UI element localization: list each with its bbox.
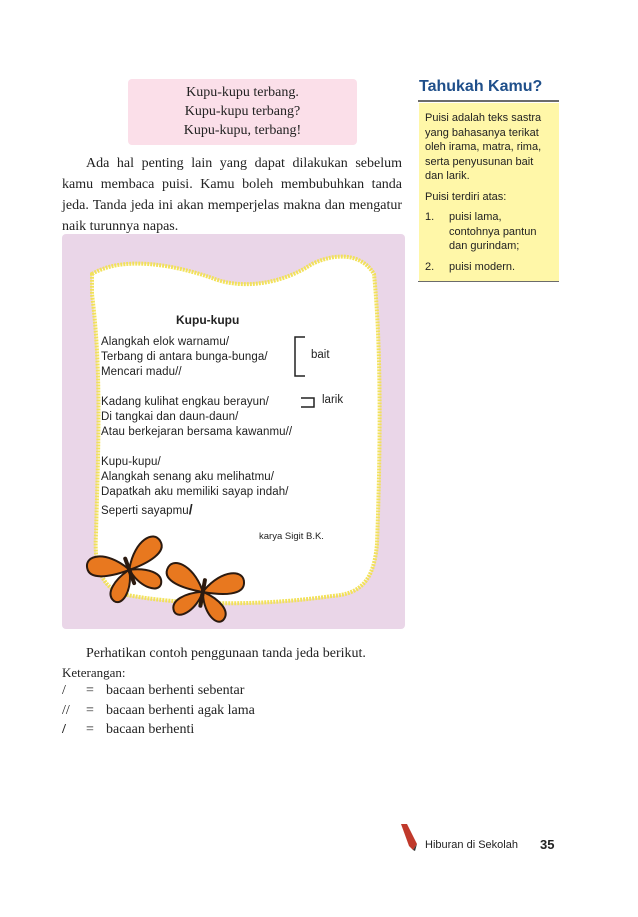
sidebar-divider-bottom [418, 281, 559, 282]
poem-line: Terbang di antara bunga-bunga/ [101, 351, 268, 363]
sidebar-divider [418, 100, 559, 102]
sidebar-list-intro: Puisi terdiri atas: [425, 190, 507, 203]
highlight-line-2: Kupu-kupu terbang? [184, 104, 301, 119]
poem-line: Kupu-kupu/ [101, 456, 161, 468]
poem-author: karya Sigit B.K. [259, 531, 324, 542]
sidebar-intro: Puisi adalah teks sastra yang bahasanya terikat oleh irama, matra, rima, serta penyusunan bait dan larik. [425, 112, 542, 182]
larik-bracket [300, 397, 316, 409]
poem-line: Di tangkai dan daun-daun/ [101, 411, 239, 423]
bait-bracket [293, 336, 307, 378]
label-larik: larik [322, 394, 344, 406]
poem-line: Alangkah senang aku melihatmu/ [101, 471, 275, 483]
highlight-line-1: Kupu-kupu terbang. [186, 85, 299, 100]
legend-row: / = bacaan berhenti [62, 722, 195, 737]
page-number: 35 [540, 837, 555, 852]
highlight-box [128, 79, 357, 145]
poem-title: Kupu-kupu [176, 313, 240, 327]
poem-line-last: Seperti sayapmu/ [101, 501, 193, 517]
notes-label: Keterangan: [62, 665, 126, 680]
poem-line: Alangkah elok warnamu/ [101, 336, 230, 348]
butterfly-illustration [158, 556, 248, 626]
pencil-icon [397, 822, 421, 852]
sidebar-box [419, 103, 559, 281]
sidebar-list-item: 1. puisi lama, contohnya pantun dan gurindam; [425, 211, 537, 252]
poem-line: Mencari madu// [101, 366, 182, 378]
poem-line: Dapatkah aku memiliki sayap indah/ [101, 486, 289, 498]
legend-row: / = bacaan berhenti sebentar [62, 683, 245, 698]
footer-section: Hiburan di Sekolah [425, 839, 518, 851]
intro-paragraph [62, 153, 402, 237]
sidebar-title: Tahukah Kamu? [419, 78, 543, 95]
notes-intro: Perhatikan contoh penggunaan tanda jeda berikut. [86, 646, 366, 661]
poem-line: Atau berkejaran bersama kawanmu// [101, 426, 293, 438]
sidebar-list-item: 2. puisi modern. [425, 260, 516, 273]
label-bait: bait [311, 349, 330, 361]
legend-row: // = bacaan berhenti agak lama [62, 703, 255, 718]
poem-line: Kadang kulihat engkau berayun/ [101, 396, 269, 408]
highlight-line-3: Kupu-kupu, terbang! [183, 123, 302, 138]
paragraph-text: Ada hal penting lain yang dapat dilakukan sebelum kamu membaca puisi. Kamu boleh membubuhkan tanda jeda. Tanda jeda ini akan memperjelas makna dan mengatur naik turunnya napas. [62, 156, 402, 234]
